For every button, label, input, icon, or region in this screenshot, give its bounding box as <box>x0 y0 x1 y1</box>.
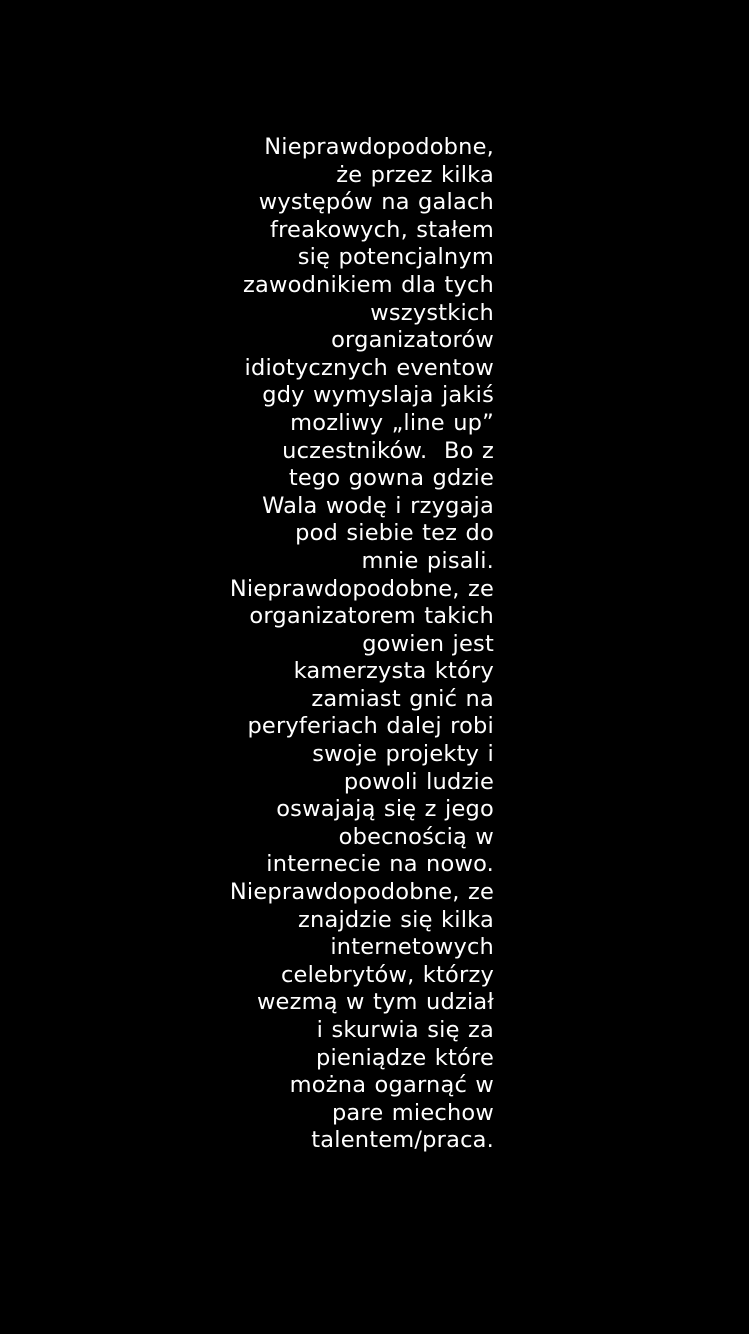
caption-line: gowien jest <box>362 630 494 657</box>
caption-line: organizatorów <box>331 327 494 354</box>
caption-line: że przez kilka <box>336 161 494 188</box>
caption-line: wszystkich <box>370 299 494 326</box>
caption-line: pare miechow <box>331 1099 494 1126</box>
caption-line: znajdzie się kilka <box>298 906 494 933</box>
caption-line: można ogarnąć w <box>289 1072 494 1099</box>
caption-line: uczestników. Bo z <box>282 437 494 464</box>
caption-line: Nieprawdopodobne, <box>264 134 494 160</box>
caption-line: oswajają się z jego <box>276 796 494 823</box>
caption-line: się potencjalnym <box>297 244 494 271</box>
caption-line: obecnością w <box>338 823 494 850</box>
caption-line: tego gowna gdzie <box>288 465 494 492</box>
caption-line: Wala wodę i rzygaja <box>262 492 494 519</box>
caption-line: freakowych, stałem <box>269 216 494 243</box>
caption-line: zawodnikiem dla tych <box>243 271 494 298</box>
caption-line: idiotycznych eventow <box>244 354 494 381</box>
story-text-caption <box>160 134 494 1155</box>
caption-line: i skurwia się za <box>316 1017 494 1043</box>
caption-line: pod siebie tez do <box>295 520 494 547</box>
caption-line: organizatorem takich <box>249 603 494 630</box>
caption-line: Nieprawdopodobne, ze <box>229 575 494 602</box>
caption-line: gdy wymyslaja jakiś <box>262 382 494 409</box>
caption-line: internetowych <box>330 934 494 961</box>
caption-line: celebrytów, którzy <box>280 961 494 988</box>
caption-line: kamerzysta który <box>293 658 494 685</box>
caption-line: mnie pisali. <box>361 547 494 574</box>
caption-line: pieniądze które <box>316 1044 494 1071</box>
caption-line: internecie na nowo. <box>266 851 494 878</box>
caption-line: mozliwy „line up” <box>290 409 494 436</box>
caption-line: powoli ludzie <box>343 768 494 795</box>
caption-line: talentem/praca. <box>311 1127 494 1154</box>
caption-line: swoje projekty i <box>312 741 494 768</box>
caption-line: Nieprawdopodobne, ze <box>229 879 494 906</box>
caption-line: występów na galach <box>258 189 494 216</box>
caption-line: peryferiach dalej robi <box>247 713 494 740</box>
caption-line: wezmą w tym udział <box>256 989 494 1016</box>
caption-line: zamiast gnić na <box>311 685 494 712</box>
